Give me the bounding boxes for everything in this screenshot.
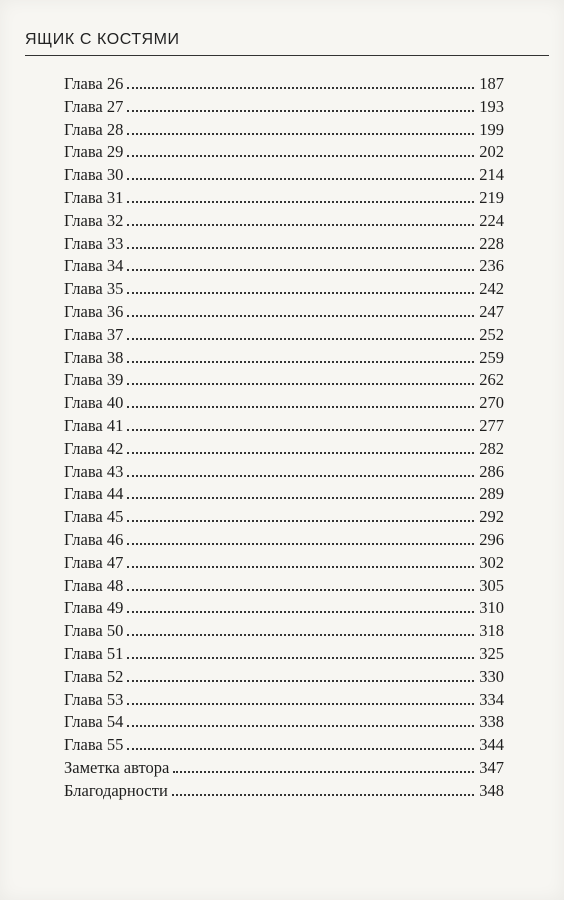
toc-entry [64,757,504,780]
dot-leader [127,520,474,522]
dot-leader [127,475,474,477]
dot-leader [127,110,474,112]
toc-entry [64,324,504,347]
toc-entry-page: 214 [479,165,504,185]
dot-leader [127,680,474,682]
toc-entry-title: Заметка автора [64,757,170,777]
dot-leader [127,634,474,636]
toc-entry-page: 262 [479,370,504,390]
toc-entry [64,461,504,484]
dot-leader [127,497,474,499]
toc-entry-page: 325 [479,643,504,663]
dot-leader [127,269,474,271]
toc-entry [64,119,504,142]
toc-entry [64,597,504,620]
toc-entry [64,780,504,803]
toc-entry-title: Глава 27 [64,96,124,116]
toc-entry-page: 242 [479,279,504,299]
toc-entry [64,734,504,757]
dot-leader [173,771,474,773]
toc-entry-title: Глава 36 [64,301,124,321]
dot-leader [127,338,474,340]
toc-entry-page: 236 [479,256,504,276]
toc-entry [64,96,504,119]
toc-entry-title: Глава 48 [64,575,124,595]
toc-entry-title: Глава 46 [64,529,124,549]
toc-entry-title: Глава 42 [64,438,124,458]
toc-entry-page: 199 [479,119,504,139]
toc-entry-page: 305 [479,575,504,595]
toc-entry-title: Глава 41 [64,415,124,435]
toc-entry-page: 252 [479,324,504,344]
toc-entry-title: Глава 38 [64,347,124,367]
dot-leader [127,703,474,705]
toc-entry-page: 296 [479,529,504,549]
dot-leader [127,543,474,545]
dot-leader [127,292,474,294]
toc-entry-title: Глава 49 [64,598,124,618]
toc-entry-page: 219 [479,187,504,207]
dot-leader [127,224,474,226]
toc-entry [64,575,504,598]
toc-entry-page: 259 [479,347,504,367]
toc-entry [64,552,504,575]
toc-entry [64,438,504,461]
toc-entry-title: Глава 54 [64,712,124,732]
toc-entry [64,506,504,529]
toc-entry-page: 228 [479,233,504,253]
toc-entry-title: Глава 39 [64,370,124,390]
toc-entry [64,301,504,324]
toc-entry-title: Глава 40 [64,393,124,413]
toc-entry [64,620,504,643]
toc-entry-title: Глава 26 [64,74,124,93]
toc-entry [64,483,504,506]
toc-entry-page: 289 [479,484,504,504]
dot-leader [127,657,474,659]
dot-leader [127,452,474,454]
toc-entry-title: Глава 51 [64,643,124,663]
toc-entry-page: 292 [479,507,504,527]
toc-entry-title: Глава 28 [64,119,124,139]
toc-entry-page: 318 [479,621,504,641]
toc-entry-page: 270 [479,393,504,413]
toc-entry [64,255,504,278]
toc-entry [64,210,504,233]
toc-entry [64,164,504,187]
toc-entry-page: 202 [479,142,504,162]
toc-entry [64,666,504,689]
table-of-contents [64,73,504,803]
toc-entry-page: 224 [479,210,504,230]
toc-entry-title: Глава 37 [64,324,124,344]
toc-entry-title: Глава 32 [64,210,124,230]
toc-entry-title: Глава 29 [64,142,124,162]
toc-entry-page: 247 [479,301,504,321]
running-head: ЯЩИК С КОСТЯМИ [25,31,180,48]
toc-entry [64,141,504,164]
dot-leader [127,725,474,727]
toc-entry [64,73,504,96]
toc-entry [64,643,504,666]
toc-entry-page: 338 [479,712,504,732]
toc-entry [64,233,504,256]
toc-entry-title: Глава 52 [64,666,124,686]
toc-entry-page: 348 [479,780,504,800]
dot-leader [127,247,474,249]
toc-entry-title: Глава 53 [64,689,124,709]
toc-entry [64,415,504,438]
dot-leader [127,406,474,408]
dot-leader [127,589,474,591]
toc-entry [64,529,504,552]
toc-entry-title: Глава 35 [64,279,124,299]
toc-entry-page: 310 [479,598,504,618]
toc-entry-page: 347 [479,757,504,777]
toc-entry-title: Глава 44 [64,484,124,504]
dot-leader [127,201,474,203]
dot-leader [127,361,474,363]
toc-entry [64,711,504,734]
toc-entry [64,392,504,415]
dot-leader [127,155,474,157]
header-rule [25,55,549,56]
toc-entry-title: Глава 30 [64,165,124,185]
toc-entry-title: Глава 55 [64,735,124,755]
toc-entry [64,187,504,210]
toc-entry-title: Глава 33 [64,233,124,253]
toc-entry-title: Глава 43 [64,461,124,481]
toc-entry-page: 193 [479,96,504,116]
toc-entry-title: Глава 50 [64,621,124,641]
toc-entry [64,689,504,712]
toc-entry-title: Глава 34 [64,256,124,276]
toc-entry-page: 277 [479,415,504,435]
toc-entry [64,278,504,301]
toc-entry [64,347,504,370]
toc-entry [64,369,504,392]
dot-leader [127,315,474,317]
dot-leader [127,611,474,613]
dot-leader [127,133,474,135]
dot-leader [127,87,474,89]
toc-entry-page: 344 [479,735,504,755]
toc-entry-page: 302 [479,552,504,572]
dot-leader [127,748,474,750]
toc-entry-page: 334 [479,689,504,709]
toc-entry-page: 330 [479,666,504,686]
toc-entry-page: 286 [479,461,504,481]
dot-leader [127,178,474,180]
dot-leader [127,566,474,568]
toc-entry-page: 282 [479,438,504,458]
toc-entry-page: 187 [479,74,504,93]
toc-entry-title: Благодарности [64,780,168,800]
dot-leader [127,383,474,385]
dot-leader [172,794,474,796]
dot-leader [127,429,474,431]
toc-entry-title: Глава 47 [64,552,124,572]
toc-entry-title: Глава 45 [64,507,124,527]
toc-entry-title: Глава 31 [64,187,124,207]
